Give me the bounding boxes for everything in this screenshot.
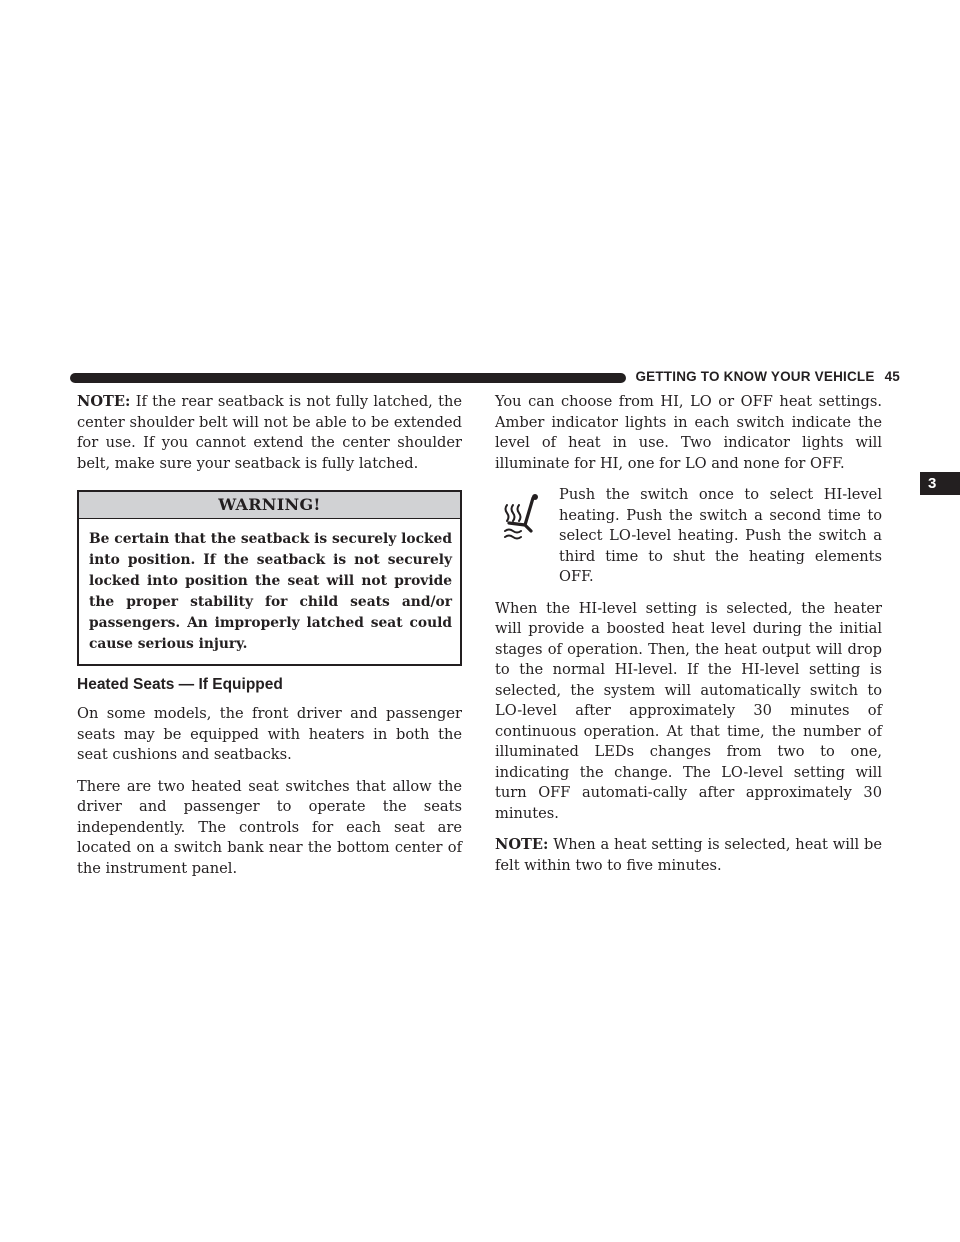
left-column: [77, 392, 462, 890]
page-number: 45: [884, 369, 900, 384]
note-heat-time: [495, 835, 882, 876]
note-label: NOTE:: [77, 393, 131, 410]
paragraph: When the HI-level setting is selected, the heater will provide a boosted heat level during the initial stages of operation. Then, the heat output will drop to the normal HI-level. If the HI-level setting is selected, the system will automatically switch to LO-level after approximately 30 minutes of continuous operation. At that time, the number of illuminated LEDs changes from two to one, indicating the change. The LO-level setting will turn OFF automati-cally after approximately 30 minutes.: [495, 599, 882, 822]
warning-box: [77, 490, 462, 666]
section-title: GETTING TO KNOW YOUR VEHICLE: [635, 369, 875, 384]
paragraph: There are two heated seat switches that allow the driver and passenger to operate the seats independently. The controls for each seat are located on a switch bank near the bottom center of the instrument panel.: [77, 777, 462, 877]
header-bar: [70, 373, 626, 383]
icon-instruction-text: Push the switch once to select HI-level heating. Push the switch a second time to select LO-level heating. Push the switch a third time to shut the heating elements OFF.: [559, 486, 882, 585]
heated-seat-icon: [495, 493, 547, 543]
section-heading: Heated Seats — If Equipped: [77, 676, 283, 693]
note-seatback: [77, 392, 462, 474]
note-label: NOTE:: [495, 836, 549, 853]
paragraph: You can choose from HI, LO or OFF heat settings. Amber indicator lights in each switch indicate the level of heat in use. Two indicator lights will illuminate for HI, one for LO and none for OFF.: [495, 393, 882, 472]
note-text: When a heat setting is selected, heat will be felt within two to five minutes.: [495, 836, 882, 874]
right-column: [495, 392, 882, 887]
page-header: [70, 368, 900, 386]
paragraph: On some models, the front driver and passenger seats may be equipped with heaters in both the seat cushions and seatbacks.: [77, 705, 462, 763]
heated-seat-instruction: [495, 485, 882, 588]
header-title: [635, 368, 900, 386]
chapter-tab: 3: [920, 472, 960, 495]
note-text: If the rear seatback is not fully latched, the center shoulder belt will not be able to be extended for use. If you cannot extend the center shoulder belt, make sure your seatback is fully latched.: [77, 393, 462, 472]
warning-body: Be certain that the seatback is securely locked into position. If the seatback is not securely locked into position the seat will not provide the proper stability for child seats and/or passengers. An improperly latched seat could cause serious injury.: [89, 531, 452, 652]
warning-title: WARNING!: [79, 492, 460, 519]
